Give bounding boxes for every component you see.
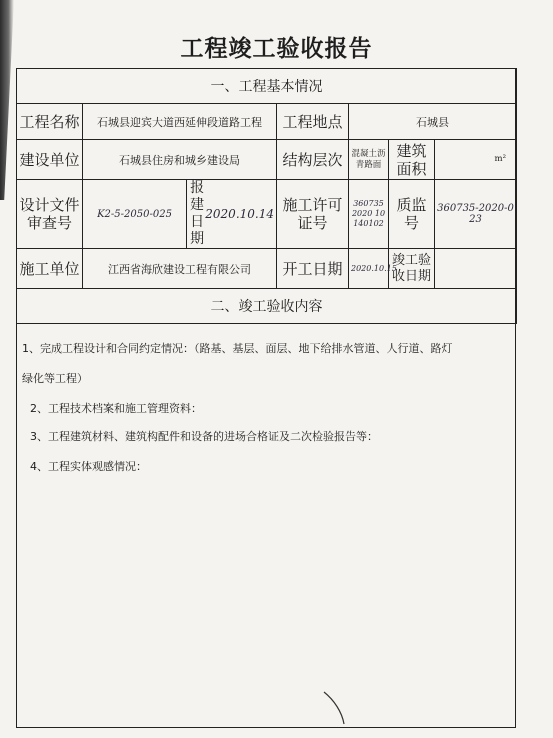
content-item-1-cont: 绿化等工程） <box>22 372 88 385</box>
label-project-name: 工程名称 <box>17 104 83 140</box>
label-acceptance-date: 竣工验收日期 <box>389 249 435 289</box>
value-design-review-no: K2-5-2050-025 <box>83 180 187 249</box>
report-date-label: 报建日期 <box>190 180 205 247</box>
content-item-2: 2、工程技术档案和施工管理资料： <box>30 402 202 415</box>
report-title: 工程竣工验收报告 <box>180 36 373 62</box>
label-structure: 结构层次 <box>277 140 349 180</box>
section-content-heading: 二、竣工验收内容 <box>17 289 517 324</box>
label-start-date: 开工日期 <box>277 249 349 289</box>
basic-info-table <box>16 68 517 324</box>
content-item-1: 1、完成工程设计和合同约定情况：（路基、基层、面层、地下给排水管道、人行道、路灯 <box>22 342 453 355</box>
label-supervision-no: 质监号 <box>389 180 435 249</box>
value-structure: 混凝土沥青路面 <box>349 140 389 180</box>
label-permit-no: 施工许可证号 <box>277 180 349 249</box>
value-area-unit: m² <box>435 140 517 180</box>
content-item-3: 3、工程建筑材料、建筑构配件和设备的进场合格证及二次检验报告等： <box>30 430 378 443</box>
value-project-name: 石城县迎宾大道西延伸段道路工程 <box>83 104 277 140</box>
label-builder: 建设单位 <box>17 140 83 180</box>
value-start-date: 2020.10.15 <box>349 249 389 289</box>
section-basic-heading: 一、工程基本情况 <box>17 69 517 104</box>
value-supervision-no: 360735-2020-023 <box>435 180 517 249</box>
value-builder: 石城县住房和城乡建设局 <box>83 140 277 180</box>
value-contractor: 江西省海欣建设工程有限公司 <box>83 249 277 289</box>
content-item-4: 4、工程实体观感情况： <box>30 460 147 473</box>
label-contractor: 施工单位 <box>17 249 83 289</box>
label-project-location: 工程地点 <box>277 104 349 140</box>
value-permit-no: 360735 2020 10140102 <box>349 180 389 249</box>
value-report-date: 2020.10.14 <box>205 206 274 221</box>
pen-mark <box>320 690 350 726</box>
label-area: 建筑面积 <box>389 140 435 180</box>
value-acceptance-date <box>435 249 517 289</box>
label-design-review-no: 设计文件审查号 <box>17 180 83 249</box>
value-project-location: 石城县 <box>349 104 517 140</box>
label-report-date <box>187 180 277 249</box>
